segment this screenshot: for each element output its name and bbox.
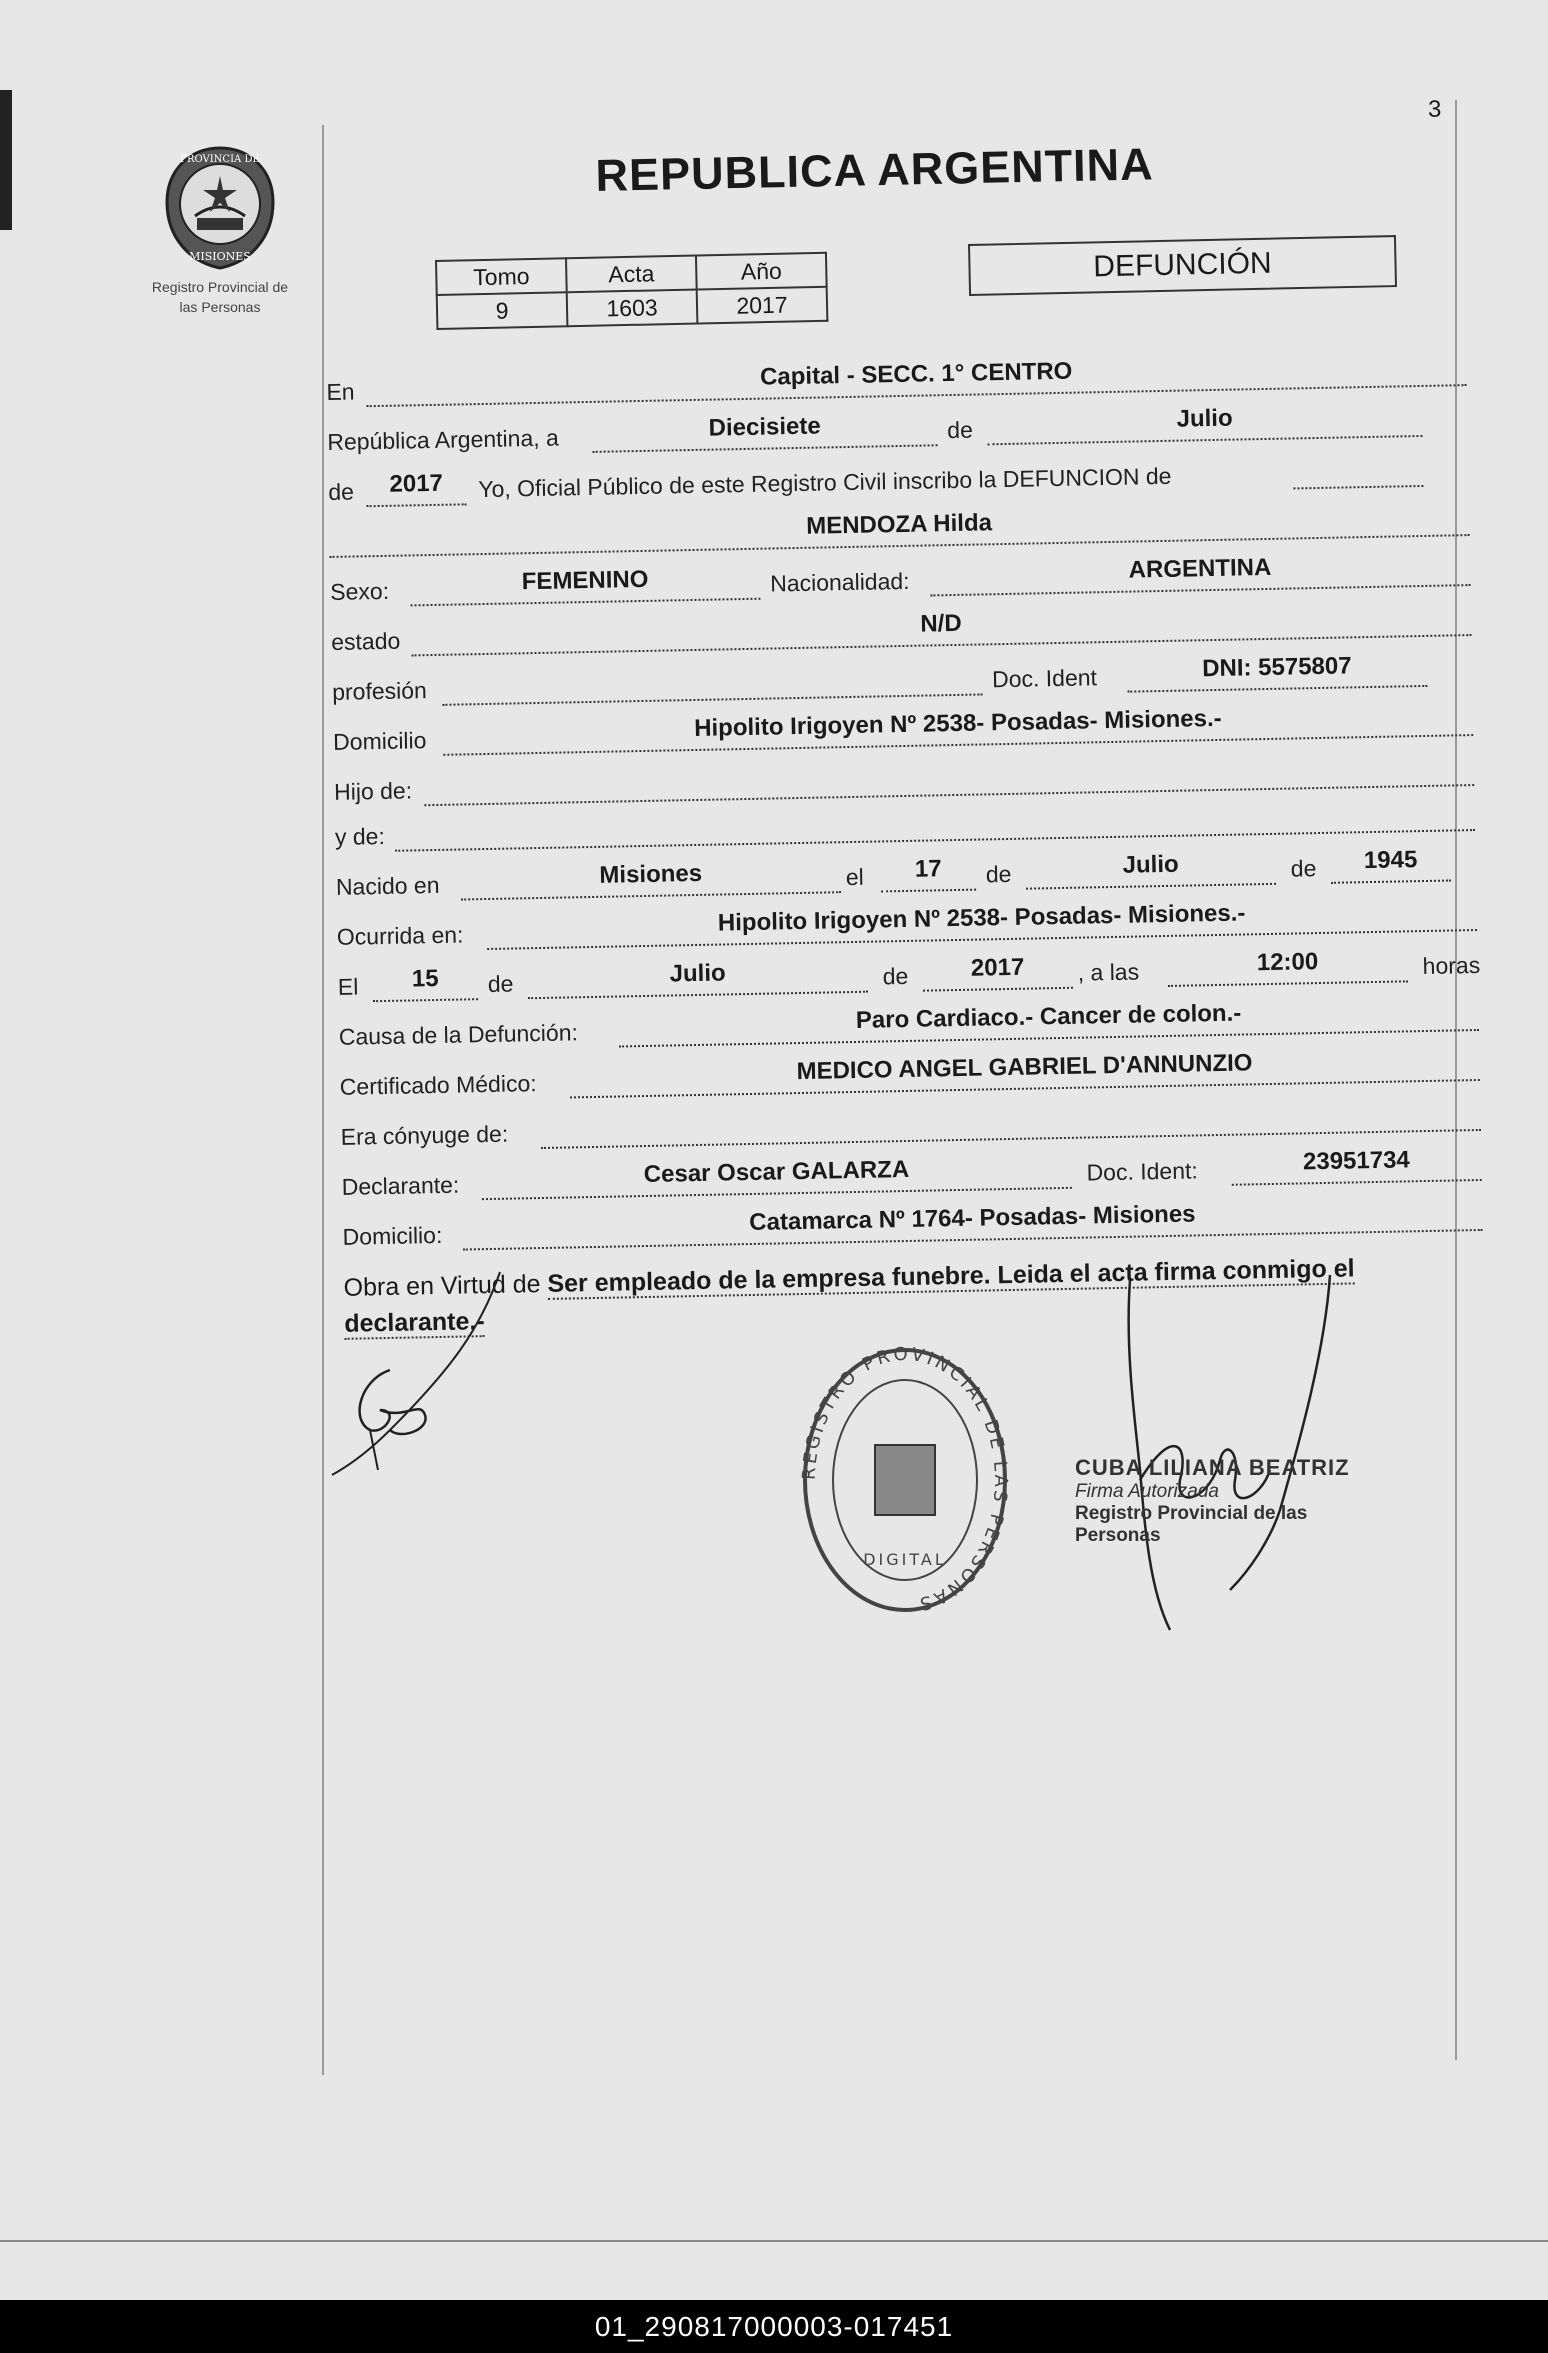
declarant-signature	[330, 1270, 510, 1490]
value-def-anio: 2017	[970, 953, 1025, 982]
field-def-hora	[1167, 946, 1408, 987]
value-def-dia: 15	[411, 964, 439, 993]
registry-header-acta: Acta	[566, 256, 697, 293]
signatory-role: Firma Autorizada	[1075, 1481, 1219, 1502]
label-el: el	[845, 863, 864, 891]
label-horas: horas	[1422, 951, 1481, 980]
value-ocurrida-en: Hipolito Irigoyen Nº 2538- Posadas- Misiones.-	[717, 899, 1246, 937]
value-anio: 2017	[389, 469, 444, 498]
label-en: En	[326, 378, 355, 405]
field-lugar	[366, 350, 1466, 407]
value-def-hora: 12:00	[1256, 948, 1319, 977]
field-nombre	[329, 500, 1469, 558]
value-nac-anio: 1945	[1363, 846, 1418, 875]
death-record-form	[326, 348, 1481, 1338]
registry-value-row	[437, 287, 828, 329]
field-domicilio-decl	[462, 1195, 1483, 1251]
field-def-dia	[372, 964, 478, 1002]
label-conyuge: Era cónyuge de:	[340, 1120, 509, 1150]
label-ocurrida-en: Ocurrida en:	[336, 921, 464, 950]
value-declarante-doc: 23951734	[1302, 1146, 1411, 1176]
label-obra-en-virtud: Obra en Virtud de	[343, 1270, 541, 1302]
field-mes	[987, 401, 1423, 445]
label-republica: República Argentina, a	[327, 424, 560, 455]
bottom-rule	[0, 2240, 1548, 2242]
field-declarante-doc	[1231, 1145, 1482, 1186]
label-domicilio: Domicilio	[332, 727, 427, 755]
document-type-box: DEFUNCIÓN	[968, 235, 1397, 296]
field-domicilio	[443, 700, 1474, 756]
label-de-def-mes: de	[487, 970, 514, 998]
registry-table	[435, 252, 828, 330]
field-doc	[1127, 651, 1428, 693]
value-nacido-en: Misiones	[599, 859, 703, 889]
field-nacido-en	[461, 857, 842, 900]
label-profesion: profesión	[331, 677, 428, 705]
value-def-mes: Julio	[669, 959, 726, 988]
value-nac-dia: 17	[914, 855, 942, 883]
value-declarante: Cesar Oscar GALARZA	[643, 1155, 910, 1189]
field-nac-mes	[1025, 849, 1276, 890]
label-de-nac-mes: de	[985, 860, 1012, 888]
logo-caption-line2: las Personas	[179, 299, 261, 315]
label-doc-ident: Doc. Ident	[991, 664, 1098, 693]
label-de-mes: de	[947, 416, 974, 444]
registry-value-tomo: 9	[437, 292, 568, 329]
logo-ring-bottom: MISIONES	[189, 250, 251, 263]
field-estado	[411, 600, 1471, 656]
field-causa	[618, 995, 1479, 1048]
label-nacido-en: Nacido en	[335, 871, 440, 900]
row-domicilio-declarante	[342, 1193, 1483, 1255]
field-dia	[592, 410, 938, 453]
registry-value-anio: 2017	[697, 287, 828, 324]
registry-value-acta: 1603	[567, 290, 698, 327]
logo-caption-line1: Registro Provincial de	[151, 279, 289, 295]
label-de-nac-anio: de	[1290, 855, 1317, 882]
registry-header-tomo: Tomo	[436, 258, 567, 295]
left-margin-line	[322, 125, 324, 2075]
field-nacionalidad	[930, 550, 1471, 596]
value-doc: DNI: 5575807	[1201, 652, 1352, 683]
value-estado: N/D	[920, 609, 962, 638]
value-nacionalidad: ARGENTINA	[1128, 553, 1272, 584]
official-seal	[795, 1335, 1015, 1625]
seal-ring-text: REGISTRO PROVINCIAL DE LAS PERSONAS	[798, 1343, 1012, 1615]
provincial-shield-icon	[155, 140, 285, 275]
label-yo-oficial: Yo, Oficial Público de este Registro Civil inscribo la DEFUNCION de	[478, 462, 1172, 503]
value-domicilio-decl: Catamarca Nº 1764- Posadas- Misiones	[749, 1200, 1196, 1237]
value-certificado: MEDICO ANGEL GABRIEL D'ANNUNZIO	[796, 1049, 1253, 1086]
label-el-cap: El	[337, 973, 359, 1000]
label-causa: Causa de la Defunción:	[338, 1019, 579, 1050]
label-nacionalidad: Nacionalidad:	[769, 567, 910, 597]
signatory-name: CUBA LILIANA BEATRIZ	[1075, 1455, 1350, 1480]
value-mes: Julio	[1176, 404, 1233, 433]
value-nombre: MENDOZA Hilda	[805, 509, 993, 540]
field-def-mes	[527, 957, 868, 1000]
field-sexo	[410, 564, 761, 607]
value-domicilio: Hipolito Irigoyen Nº 2538- Posadas- Misiones.-	[693, 704, 1222, 742]
registry-header-anio: Año	[696, 253, 827, 290]
label-certificado: Certificado Médico:	[339, 1070, 537, 1100]
label-de-anio: de	[328, 478, 355, 505]
value-sexo: FEMENINO	[521, 565, 649, 596]
label-domicilio-decl: Domicilio:	[342, 1221, 443, 1250]
scan-edge	[0, 90, 12, 230]
value-causa: Paro Cardiaco.- Cancer de colon.-	[855, 999, 1242, 1034]
label-a-las: , a las	[1077, 958, 1140, 986]
seal-bottom-text: DIGITAL	[863, 1550, 947, 1569]
label-y-de: y de:	[334, 822, 386, 850]
field-nac-anio	[1330, 846, 1451, 884]
field-def-anio	[922, 953, 1073, 992]
field-declarante	[481, 1153, 1072, 1200]
label-hijo-de: Hijo de:	[333, 777, 413, 805]
label-sexo: Sexo:	[330, 577, 390, 605]
logo-ring-top: PROVINCIA DE	[180, 154, 260, 165]
value-obra-texto: Ser empleado de la empresa funebre. Leida el acta firma conmigo el declarante.-	[344, 1254, 1355, 1338]
value-dia: Diecisiete	[708, 412, 821, 442]
field-anio	[366, 469, 467, 507]
document-title: REPUBLICA ARGENTINA	[595, 138, 1155, 201]
field-certificado	[569, 1045, 1480, 1098]
signatory-org: Registro Provincial de las Personas	[1075, 1503, 1308, 1546]
page-number: 3	[1428, 96, 1442, 123]
registry-logo	[120, 140, 320, 315]
official-signature-block	[1075, 1455, 1375, 1547]
value-nac-mes: Julio	[1122, 850, 1179, 879]
field-conyuge	[540, 1095, 1481, 1149]
field-defuncion-de	[1293, 451, 1424, 489]
label-de-def-anio: de	[882, 962, 909, 990]
label-declarante: Declarante:	[341, 1171, 460, 1200]
value-lugar: Capital - SECC. 1° CENTRO	[759, 357, 1073, 391]
label-doc-ident-decl: Doc. Ident:	[1086, 1157, 1199, 1186]
field-profesion	[442, 659, 983, 705]
file-id-bar: 01_290817000003-017451	[0, 2300, 1548, 2353]
label-estado: estado	[330, 627, 401, 655]
field-nac-dia	[880, 855, 976, 893]
field-ocurrida-en	[486, 895, 1477, 950]
